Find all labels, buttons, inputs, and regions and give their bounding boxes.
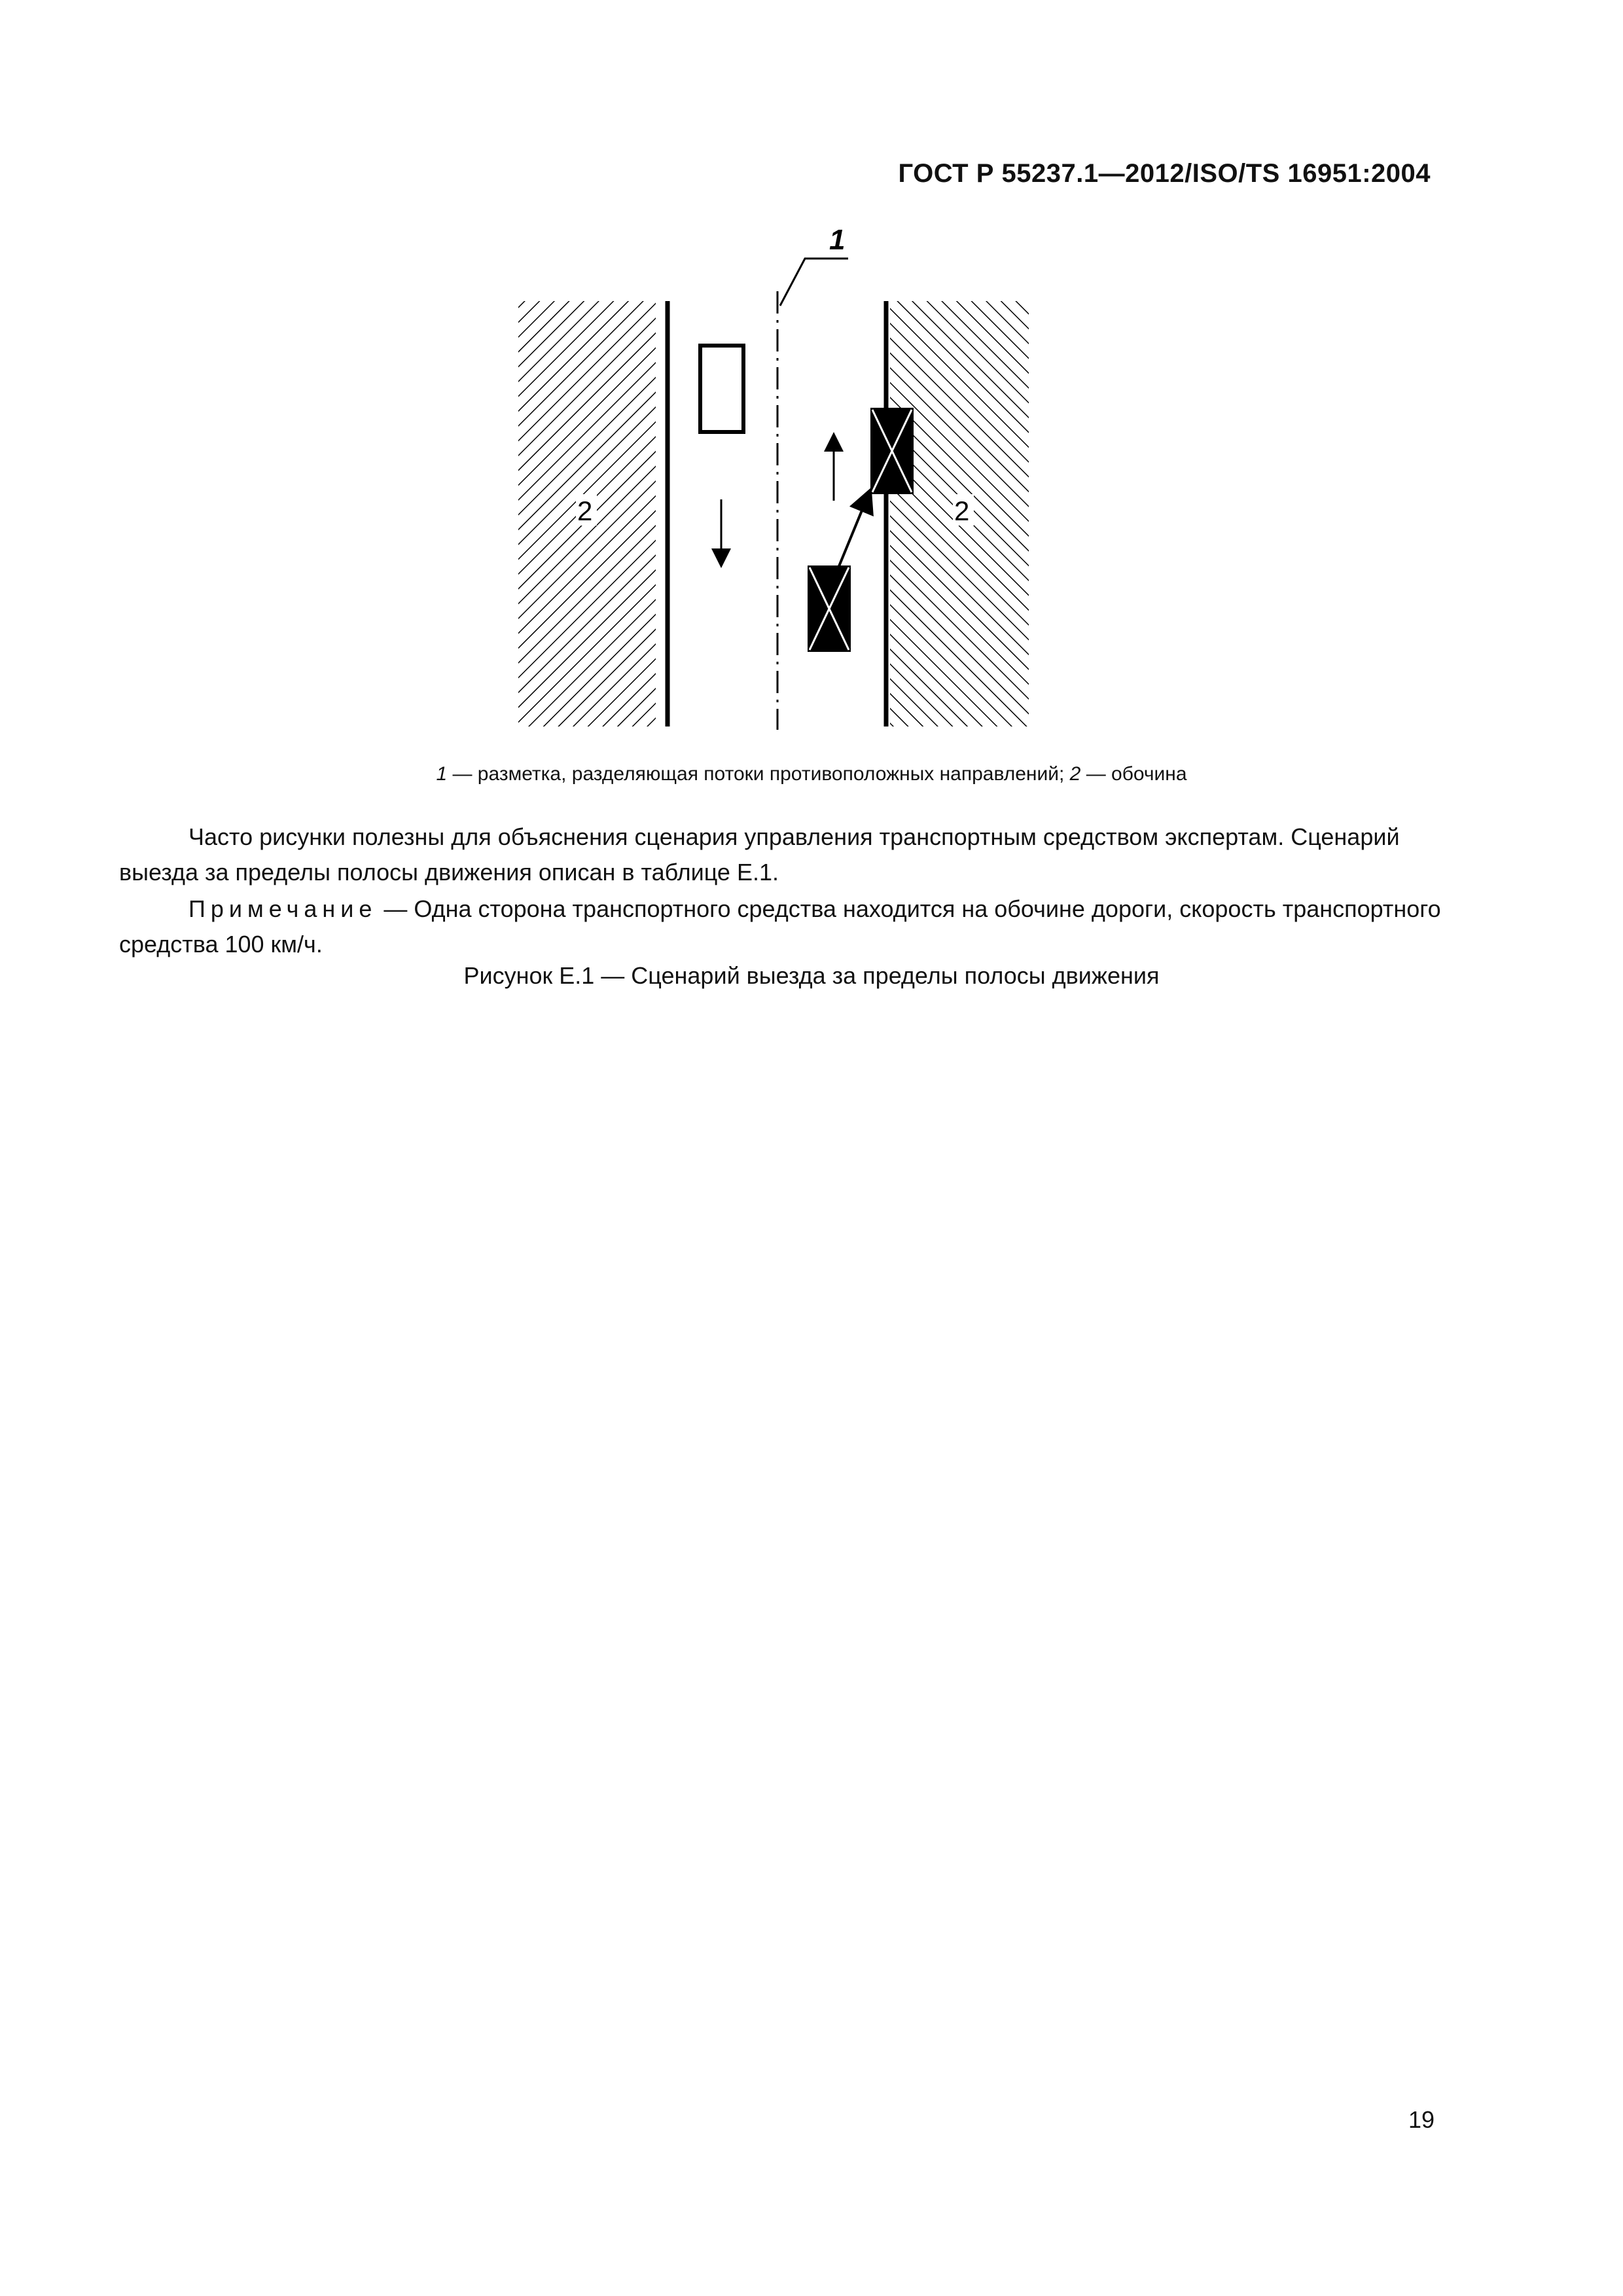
right-shoulder-label: 2 (954, 495, 970, 526)
lane-departure-figure (510, 226, 1060, 736)
note-text: — Одна сторона транспортного средства находится на обочине дороги, скорость транспортного средства 100 км/ч. (119, 895, 1441, 958)
legend-text-1: — разметка, разделяющая потоки противоположных направлений; (447, 763, 1070, 785)
legend-num-1: 1 (436, 763, 448, 785)
page-number: 19 (1408, 2106, 1435, 2133)
note-label: Примечание (188, 895, 378, 922)
vehicle-departed (870, 408, 914, 494)
callout-1-label: 1 (829, 226, 846, 256)
body-paragraph: Часто рисунки полезны для объяснения сценария управления транспортным средством экспертам. Сценарий выезда за пределы полосы движения описан в таблице Е.1. (119, 823, 1400, 886)
note-paragraph (119, 891, 1442, 962)
callout-1-leader (780, 259, 848, 306)
figure-caption: Рисунок Е.1 — Сценарий выезда за пределы полосы движения (463, 962, 1160, 989)
legend-text-2: — обочина (1080, 763, 1187, 785)
document-header: ГОСТ Р 55237.1—2012/ISO/TS 16951:2004 (898, 159, 1431, 188)
oncoming-vehicle (700, 346, 743, 432)
vehicle-initial (808, 565, 851, 652)
left-shoulder-label: 2 (577, 495, 593, 526)
trajectory-arrow (839, 499, 866, 566)
figure-legend (0, 763, 1623, 785)
legend-num-2: 2 (1069, 763, 1081, 785)
